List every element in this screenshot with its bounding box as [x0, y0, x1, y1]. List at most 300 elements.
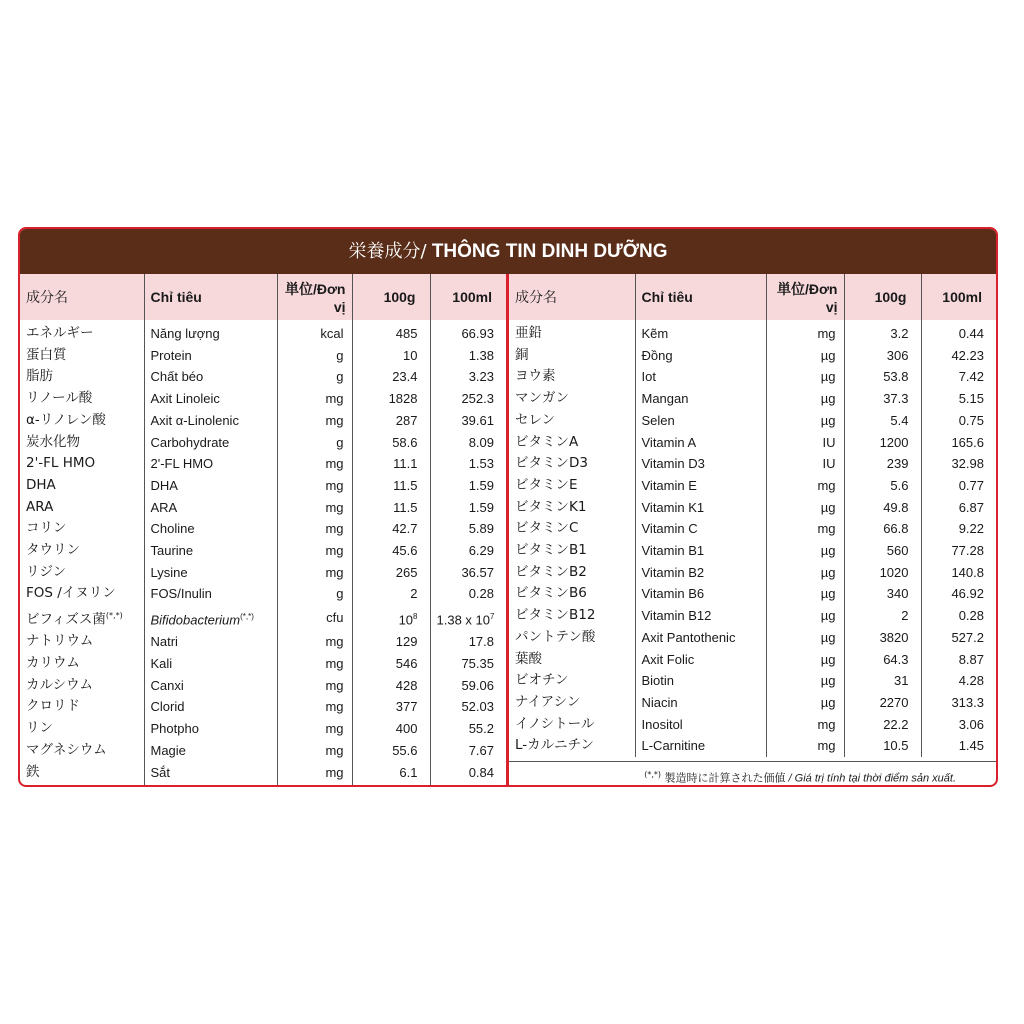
table-row: [509, 366, 996, 388]
unit-cell: [277, 562, 352, 584]
nutrient-vi: [635, 497, 766, 519]
nutrient-vi-text: Năng lượng: [150, 326, 220, 341]
nutrient-vi-text: Choline: [150, 521, 195, 537]
nutrient-vi: [635, 518, 766, 540]
unit-cell: [277, 718, 352, 740]
value-100g-text: 11.5: [393, 499, 418, 515]
value-100g-text: 400: [395, 721, 418, 737]
value-100g: [352, 605, 430, 631]
nutrient-jp: [509, 649, 635, 671]
unit-cell-text: µg: [820, 608, 836, 624]
value-100ml: [921, 366, 996, 388]
nutrient-jp-text: リノール酸: [26, 390, 93, 407]
value-100ml-superscript: 7: [490, 611, 495, 621]
value-100g: [844, 583, 921, 605]
value-100ml: [430, 631, 506, 653]
unit-cell: [766, 320, 844, 345]
nutrient-jp-text: ビタミンD3: [515, 455, 588, 472]
value-100ml-text: 52.03: [461, 699, 494, 715]
unit-cell-text: mg: [325, 543, 344, 559]
nutrient-vi-text: DHA: [150, 477, 178, 493]
nutrient-jp-text: パントテン酸: [515, 628, 596, 645]
title-jp: 栄養成分/: [348, 241, 427, 262]
nutrient-vi-text: Sắt: [150, 764, 171, 780]
value-100g-text: 239: [886, 456, 909, 472]
header-jp: 成分名: [509, 274, 635, 320]
unit-cell-text: mg: [817, 738, 836, 754]
table-row: [20, 475, 506, 497]
value-100ml: [921, 410, 996, 432]
nutrient-vi-text: Selen: [641, 412, 675, 428]
table-row: [20, 497, 506, 519]
value-100g: [352, 366, 430, 388]
nutrient-vi: [144, 562, 277, 584]
table-row: [509, 432, 996, 454]
nutrient-vi: [144, 475, 277, 497]
nutrient-vi: [144, 675, 277, 697]
value-100g-text: 37.3: [883, 391, 909, 407]
unit-cell: [766, 518, 844, 540]
value-100ml-text: 527.2: [951, 629, 984, 645]
value-100ml-text: 5.15: [958, 391, 984, 407]
nutrient-jp: [20, 653, 144, 675]
unit-cell-text: mg: [325, 656, 344, 672]
nutrient-jp-text: タウリン: [26, 542, 80, 559]
nutrient-jp: [20, 453, 144, 475]
nutrient-vi: [144, 497, 277, 519]
table-row: [20, 653, 506, 675]
value-100ml: [921, 345, 996, 367]
unit-cell: [766, 627, 844, 649]
filler-cell: [352, 783, 430, 787]
nutrient-jp-text: ビフィズス菌: [26, 611, 106, 628]
nutrient-vi-text: Kẽm: [641, 326, 669, 341]
header-100ml: 100ml: [430, 274, 506, 320]
nutrient-vi-text: Lysine: [150, 564, 188, 580]
value-100ml-text: 59.06: [461, 677, 494, 693]
nutrient-jp-text: ARA: [26, 498, 54, 515]
table-row: [20, 762, 506, 784]
nutrient-vi-text: Iot: [641, 369, 656, 385]
nutrient-vi-text: Bifidobacterium: [150, 612, 241, 628]
nutrient-jp-text: ナイアシン: [515, 693, 581, 710]
nutrient-vi-text: Vitamin B6: [641, 586, 705, 602]
table-row: [509, 388, 996, 410]
nutrient-jp-text: 脂肪: [26, 368, 53, 385]
nutrient-jp-text: ビタミンK1: [515, 498, 587, 515]
nutrient-vi-text: Kali: [150, 656, 173, 672]
unit-cell: [766, 432, 844, 454]
value-100ml: [430, 497, 506, 519]
value-100g: [352, 631, 430, 653]
unit-cell: [277, 762, 352, 784]
unit-cell-text: µg: [820, 369, 836, 385]
value-100ml-text: 8.87: [958, 651, 984, 667]
unit-cell-text: µg: [820, 564, 836, 580]
nutrient-jp-text: 鉄: [26, 763, 40, 780]
unit-cell-text: IU: [822, 456, 836, 472]
table-row: [509, 649, 996, 671]
nutrient-jp: [509, 453, 635, 475]
value-100g-text: 560: [886, 543, 909, 559]
value-100g-text: 55.6: [392, 742, 418, 758]
value-100ml: [921, 518, 996, 540]
nutrient-jp-text: リジン: [26, 563, 67, 580]
unit-cell: [766, 692, 844, 714]
value-100ml-text: 6.29: [468, 543, 494, 559]
value-100g: [844, 432, 921, 454]
value-100ml-text: 0.28: [958, 608, 984, 624]
panel-title: [20, 229, 996, 274]
nutrient-vi: [635, 627, 766, 649]
nutrient-jp-text: クロリド: [26, 698, 80, 715]
header-unit: 単位/Đơn vị: [277, 274, 352, 320]
value-100g: [844, 475, 921, 497]
value-100g-text: 22.2: [883, 716, 909, 732]
value-100ml-text: 66.93: [461, 326, 494, 341]
table-header-row: [509, 274, 996, 320]
value-100g: [844, 605, 921, 627]
nutrient-vi: [635, 410, 766, 432]
value-100g: [352, 388, 430, 410]
value-100g-text: 377: [395, 699, 418, 715]
value-100ml-text: 5.89: [468, 521, 494, 537]
unit-cell: [277, 540, 352, 562]
unit-cell: [766, 714, 844, 736]
nutrient-vi: [144, 388, 277, 410]
nutrition-table-left: [20, 274, 506, 787]
value-100ml: [921, 540, 996, 562]
nutrient-jp-text: ビタミンB12: [515, 607, 596, 624]
value-100g-text: 129: [395, 634, 418, 650]
value-100g: [844, 627, 921, 649]
footnote: [509, 761, 996, 787]
nutrient-vi: [144, 410, 277, 432]
table-row: [20, 631, 506, 653]
nutrient-vi: [635, 388, 766, 410]
unit-cell: [277, 497, 352, 519]
value-100ml: [921, 562, 996, 584]
unit-cell: [766, 366, 844, 388]
nutrient-vi: [635, 583, 766, 605]
nutrient-vi-text: Chất béo: [150, 369, 204, 385]
nutrient-vi-text: Axit α-Linolenic: [150, 412, 239, 428]
nutrient-vi: [635, 366, 766, 388]
value-100g-text: 2: [410, 586, 418, 602]
title-vi: THÔNG TIN DINH DƯỠNG: [426, 241, 668, 262]
nutrient-vi: [635, 692, 766, 714]
nutrient-jp-text: ヨウ素: [515, 368, 556, 385]
value-100ml-text: 42.23: [951, 347, 984, 363]
table-row: [20, 718, 506, 740]
nutrient-vi: [635, 735, 766, 757]
value-100g: [844, 562, 921, 584]
nutrient-jp: [509, 540, 635, 562]
value-100g-text: 53.8: [883, 369, 909, 385]
nutrient-jp-text: マグネシウム: [26, 741, 107, 758]
unit-cell-text: µg: [820, 391, 836, 407]
unit-cell-text: µg: [820, 629, 836, 645]
nutrient-jp-text: エネルギー: [26, 325, 94, 341]
header-100g: 100g: [844, 274, 921, 320]
unit-cell-text: µg: [820, 347, 836, 363]
unit-cell: [277, 388, 352, 410]
table-row: [509, 453, 996, 475]
unit-cell: [277, 740, 352, 762]
table-row: [509, 714, 996, 736]
nutrient-vi-text: Vitamin K1: [641, 499, 705, 515]
unit-cell: [766, 605, 844, 627]
table-row: [509, 320, 996, 345]
nutrient-vi-text: L-Carnitine: [641, 738, 706, 754]
nutrient-vi-text: Clorid: [150, 699, 185, 715]
unit-cell: [277, 453, 352, 475]
value-100g-text: 546: [395, 656, 418, 672]
value-100g-text: 340: [886, 586, 909, 602]
footnote-vi: / Giá trị tính tại thời điểm sản xuất.: [785, 772, 956, 785]
value-100g-text: 42.7: [392, 521, 418, 537]
table-row: [20, 675, 506, 697]
unit-cell-text: mg: [817, 326, 836, 341]
value-100ml-text: 7.42: [958, 369, 984, 385]
header-jp: 成分名: [20, 274, 144, 320]
nutrient-vi-text: Carbohydrate: [150, 434, 230, 450]
nutrient-jp-text: イノシトール: [515, 715, 595, 732]
unit-cell: [277, 653, 352, 675]
unit-cell-text: µg: [820, 651, 836, 667]
nutrient-jp: [509, 714, 635, 736]
nutrient-jp-text: 葉酸: [515, 650, 542, 667]
nutrient-vi: [144, 453, 277, 475]
nutrient-jp-text: ビタミンB1: [515, 542, 587, 559]
unit-cell: [277, 345, 352, 367]
value-100g-text: 10.5: [883, 738, 909, 754]
value-100ml: [430, 540, 506, 562]
unit-cell-text: kcal: [320, 326, 344, 341]
table-body-left: [20, 320, 506, 787]
nutrient-jp: [509, 475, 635, 497]
value-100ml-text: 0.44: [958, 326, 984, 341]
table-row: [20, 696, 506, 718]
value-100ml-text: 252.3: [461, 391, 494, 407]
value-100ml: [430, 675, 506, 697]
nutrient-jp-text: 亜鉛: [515, 325, 542, 341]
value-100g-text: 1020: [879, 564, 909, 580]
value-100ml-text: 0.77: [958, 477, 984, 493]
nutrient-vi: [144, 540, 277, 562]
nutrient-vi: [635, 649, 766, 671]
value-100g: [352, 497, 430, 519]
value-100g-text: 49.8: [883, 499, 909, 515]
value-100g-text: 265: [395, 564, 418, 580]
nutrient-jp: [20, 740, 144, 762]
unit-cell: [277, 432, 352, 454]
value-100g: [844, 388, 921, 410]
nutrient-jp: [509, 627, 635, 649]
nutrient-vi: [144, 631, 277, 653]
nutrition-table-right: [509, 274, 996, 757]
nutrient-vi: [635, 432, 766, 454]
table-row: [20, 320, 506, 345]
value-100ml-text: 3.06: [958, 716, 984, 732]
unit-cell-text: µg: [820, 499, 836, 515]
value-100ml-text: 0.28: [468, 586, 494, 602]
table-row: [20, 605, 506, 631]
value-100g: [352, 583, 430, 605]
unit-cell-text: mg: [325, 742, 344, 758]
nutrient-vi: [635, 453, 766, 475]
value-100ml-text: 1.53: [468, 456, 494, 472]
value-100g: [844, 518, 921, 540]
value-100g: [844, 453, 921, 475]
unit-cell-text: g: [336, 434, 344, 450]
value-100ml-text: 165.6: [951, 434, 984, 450]
nutrient-jp: [20, 475, 144, 497]
unit-cell-text: IU: [822, 434, 836, 450]
nutrient-vi-text: Canxi: [150, 677, 184, 693]
nutrient-vi: [635, 540, 766, 562]
value-100ml-text: 39.61: [461, 412, 494, 428]
unit-cell: [766, 497, 844, 519]
value-100ml-text: 9.22: [958, 521, 984, 537]
nutrient-jp-text: L-カルニチン: [515, 737, 594, 754]
nutrient-jp-text: ビタミンE: [515, 476, 578, 493]
nutrient-jp-text: カルシウム: [26, 676, 94, 693]
nutrient-vi-text: Axit Folic: [641, 651, 695, 667]
unit-cell: [766, 583, 844, 605]
nutrient-vi: [144, 653, 277, 675]
nutrient-vi-text: Axit Linoleic: [150, 391, 220, 407]
nutrient-jp-text: ナトリウム: [26, 633, 94, 650]
footnote-mark: (*,*): [644, 770, 661, 779]
value-100ml: [921, 649, 996, 671]
table-row: [509, 518, 996, 540]
filler-cell: [277, 783, 352, 787]
unit-cell-text: mg: [817, 477, 836, 493]
unit-cell-text: mg: [325, 477, 344, 493]
value-100ml-text: 4.28: [958, 673, 984, 689]
table-row: [509, 583, 996, 605]
nutrient-vi-text: 2'-FL HMO: [150, 456, 214, 472]
value-100g-text: 485: [395, 326, 418, 341]
value-100g-text: 1828: [388, 391, 418, 407]
nutrient-vi-text: FOS/Inulin: [150, 586, 212, 602]
value-100g: [352, 653, 430, 675]
unit-cell: [766, 475, 844, 497]
nutrient-vi: [144, 605, 277, 631]
value-100g: [844, 714, 921, 736]
nutrient-vi-text: ARA: [150, 499, 178, 515]
nutrient-jp: [509, 583, 635, 605]
unit-cell-text: mg: [817, 716, 836, 732]
unit-cell-text: g: [336, 347, 344, 363]
nutrient-vi: [635, 562, 766, 584]
nutrient-jp-text: ビオチン: [515, 672, 569, 689]
unit-cell-text: mg: [325, 499, 344, 515]
unit-cell-text: µg: [820, 412, 836, 428]
value-100ml: [430, 605, 506, 631]
value-100ml: [921, 670, 996, 692]
value-100g: [844, 345, 921, 367]
value-100g: [844, 410, 921, 432]
nutrient-jp: [509, 670, 635, 692]
nutrient-vi: [144, 583, 277, 605]
nutrient-vi-text: Vitamin B2: [641, 564, 705, 580]
filler-cell: [430, 783, 506, 787]
nutrient-jp: [20, 345, 144, 367]
footnote-jp: 製造時に計算された価値: [661, 771, 786, 785]
table-row: [20, 518, 506, 540]
nutrient-jp: [509, 735, 635, 757]
unit-cell: [277, 518, 352, 540]
value-100ml: [921, 714, 996, 736]
nutrient-vi: [144, 320, 277, 345]
value-100g: [352, 540, 430, 562]
value-100g-text: 5.6: [890, 477, 909, 493]
value-100ml-text: 36.57: [461, 564, 494, 580]
value-100ml-text: 8.09: [468, 434, 494, 450]
value-100g: [844, 366, 921, 388]
value-100ml-text: 1.45: [958, 738, 984, 754]
nutrient-vi-text: Inositol: [641, 716, 683, 732]
value-100ml: [430, 475, 506, 497]
table-row: [20, 740, 506, 762]
table-row: [509, 345, 996, 367]
header-vi: Chỉ tiêu: [144, 274, 277, 320]
table-row: [509, 627, 996, 649]
table-row: [20, 345, 506, 367]
unit-cell-text: mg: [325, 564, 344, 580]
nutrient-vi-text: Taurine: [150, 543, 194, 559]
value-100ml-text: 1.38 x 10: [436, 612, 490, 628]
nutrient-jp: [20, 518, 144, 540]
table-row: [509, 562, 996, 584]
value-100g: [844, 649, 921, 671]
table-row: [20, 410, 506, 432]
table-row: [20, 432, 506, 454]
unit-cell-text: mg: [325, 391, 344, 407]
value-100ml: [921, 453, 996, 475]
nutrient-vi-text: Vitamin B12: [641, 608, 712, 624]
filler-cell: [20, 783, 144, 787]
nutrient-jp: [20, 631, 144, 653]
table-body-right: [509, 320, 996, 757]
value-100g: [844, 735, 921, 757]
value-100g-text: 31: [894, 673, 909, 689]
unit-cell: [277, 696, 352, 718]
table-row: [20, 562, 506, 584]
value-100ml: [430, 320, 506, 345]
value-100g-text: 11.5: [393, 477, 418, 493]
value-100g-text: 6.1: [399, 764, 418, 780]
value-100g-text: 66.8: [883, 521, 909, 537]
value-100g: [352, 562, 430, 584]
value-100ml: [430, 762, 506, 784]
table-row: [509, 475, 996, 497]
nutrient-jp-text: セレン: [515, 411, 556, 428]
nutrient-jp: [509, 497, 635, 519]
nutrient-jp-text: コリン: [26, 520, 67, 537]
value-100ml-text: 1.59: [468, 499, 494, 515]
value-100ml: [921, 320, 996, 345]
nutrient-vi: [635, 475, 766, 497]
nutrient-jp-superscript: (*,*): [105, 611, 123, 621]
nutrient-vi-text: Photpho: [150, 721, 199, 737]
table-row: [509, 497, 996, 519]
unit-cell: [277, 631, 352, 653]
nutrient-vi-text: Mangan: [641, 391, 689, 407]
nutrient-vi-text: Protein: [150, 347, 192, 363]
